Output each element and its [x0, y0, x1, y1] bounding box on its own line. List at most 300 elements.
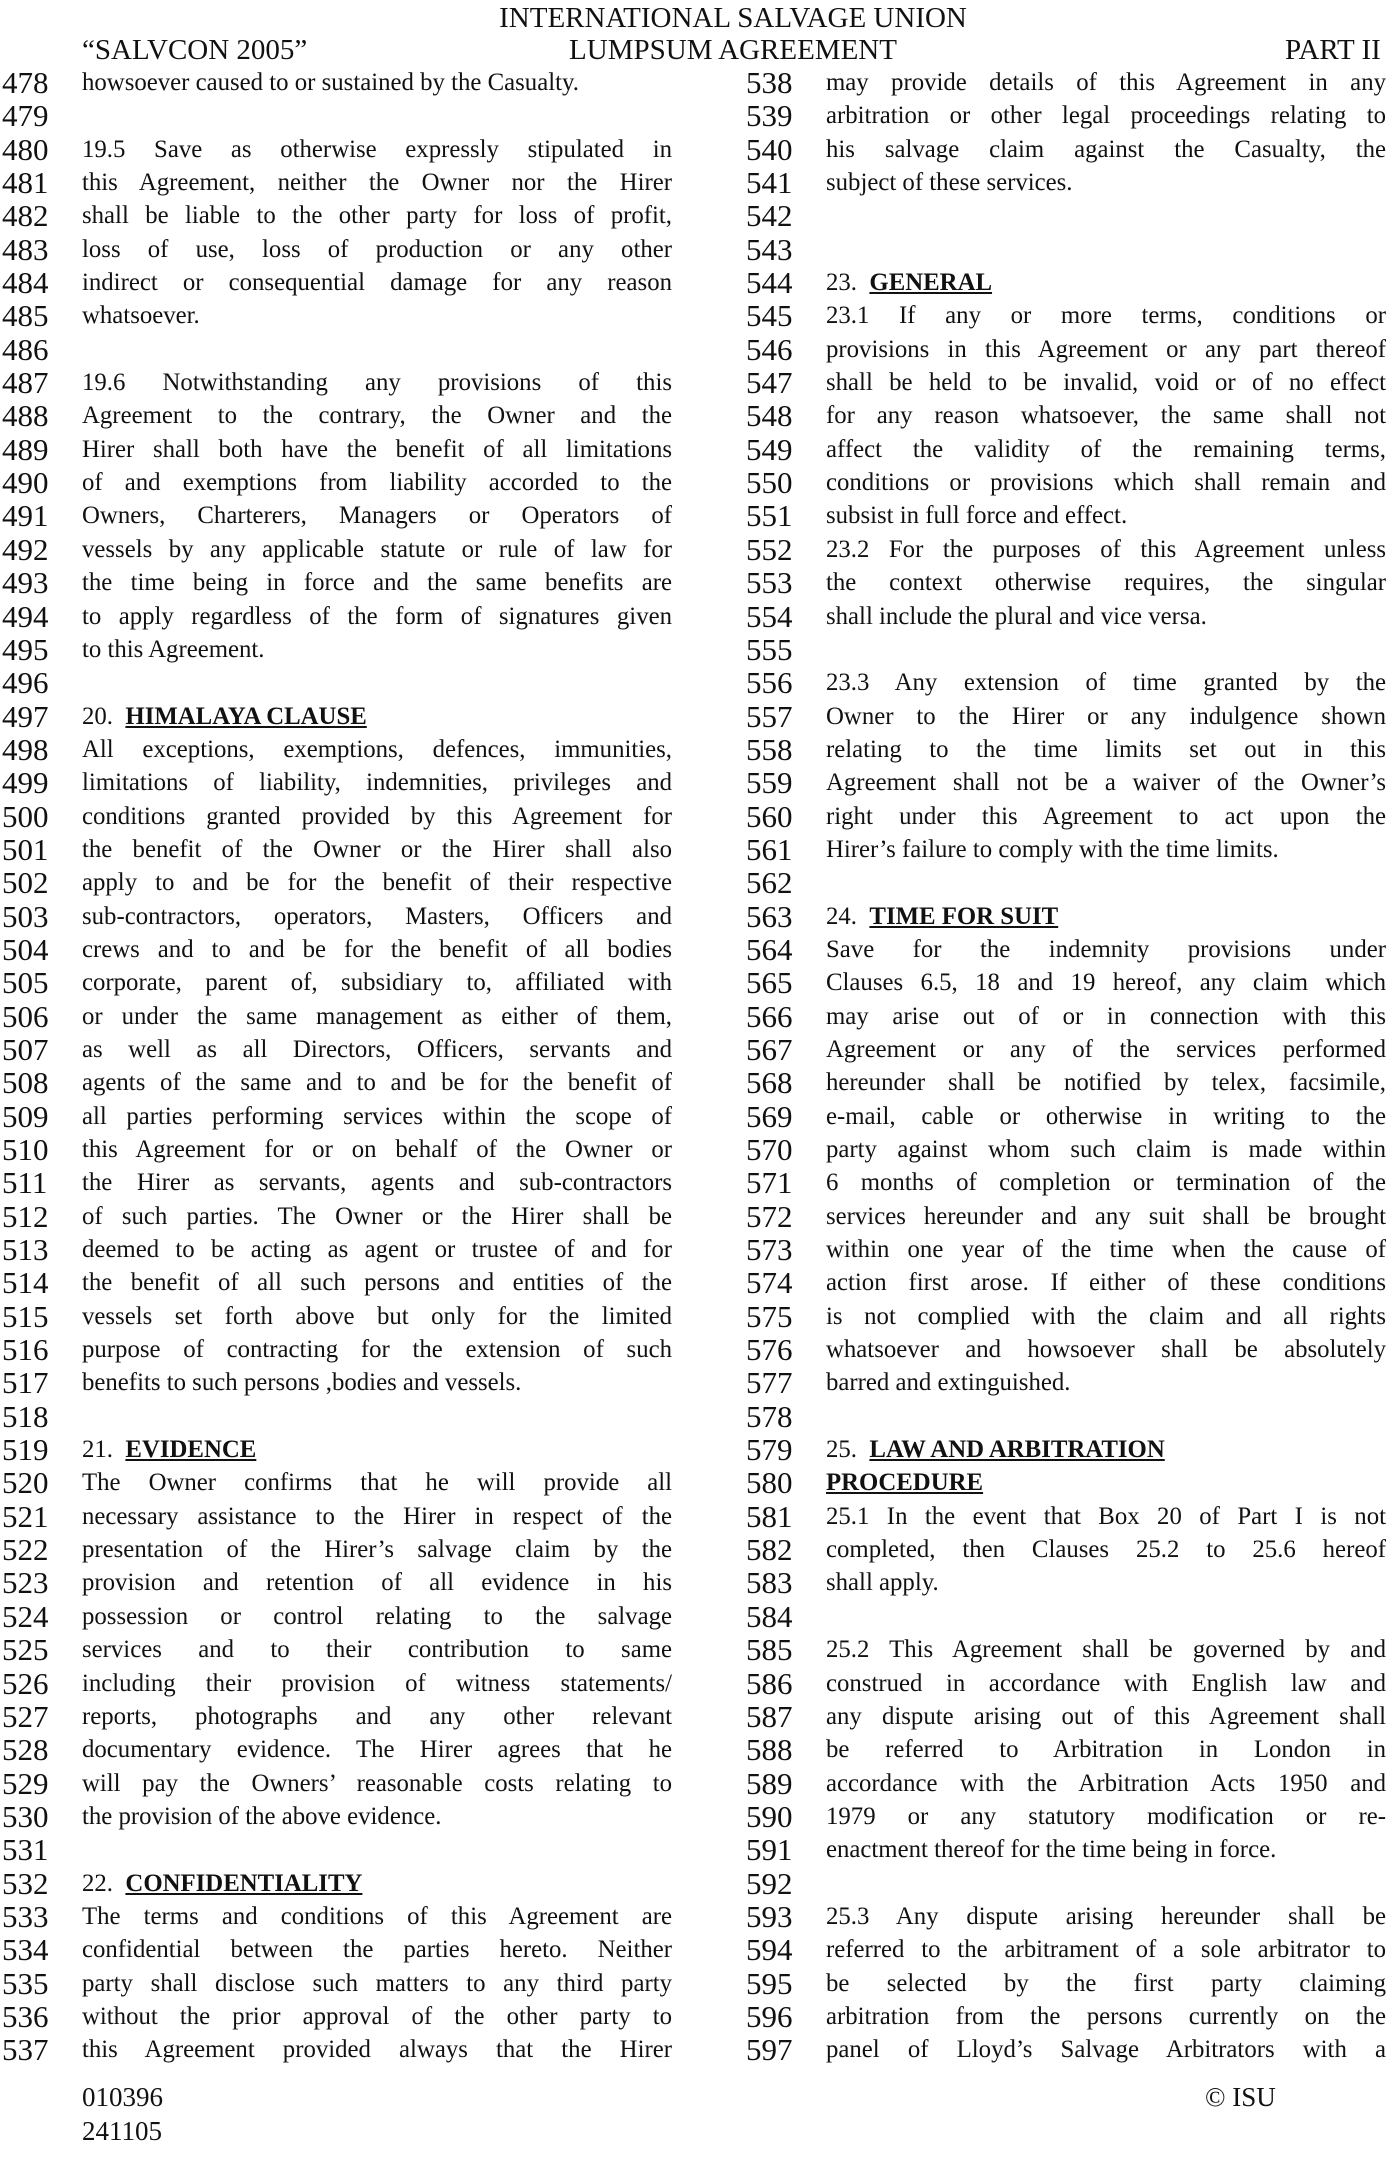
line-number: 559 — [746, 765, 793, 801]
line-text: Agreement or any of the services performed — [826, 1035, 1386, 1063]
section-heading: LAW AND ARBITRATION — [869, 1436, 1165, 1464]
line-number: 521 — [2, 1498, 49, 1534]
line-number: 542 — [746, 198, 793, 234]
line-text: conditions granted provided by this Agreement for — [82, 802, 672, 830]
text-line — [2, 598, 672, 634]
section-number: 21. — [82, 1436, 113, 1464]
line-text: Hirer’s failure to comply with the time limits. — [826, 835, 1279, 863]
line-text: services hereunder and any suit shall be brought — [826, 1202, 1386, 1230]
line-number: 509 — [2, 1098, 49, 1134]
line-number: 507 — [2, 1031, 49, 1067]
text-line — [2, 1665, 672, 1701]
line-number: 517 — [2, 1365, 49, 1401]
text-line — [2, 1134, 672, 1167]
line-number: 571 — [746, 1165, 793, 1201]
line-text: within one year of the time when the cause of — [826, 1236, 1386, 1264]
text-line — [746, 967, 1386, 1000]
line-text: arbitration from the persons currently on the — [826, 2002, 1386, 2030]
text-line — [2, 231, 672, 267]
line-number: 489 — [2, 431, 49, 467]
text-line — [2, 400, 672, 433]
line-text: of such parties. The Owner or the Hirer shall be — [82, 1202, 672, 1230]
text-line — [2, 1434, 672, 1467]
text-line — [2, 567, 672, 600]
section-heading-line — [826, 1434, 1386, 1466]
text-line — [746, 231, 1386, 267]
line-number: 518 — [2, 1398, 49, 1434]
line-text: this Agreement for or on behalf of the Owner or — [82, 1136, 672, 1163]
line-text: without the prior approval of the other party to — [82, 2002, 672, 2030]
text-line — [746, 431, 1386, 467]
line-text: apply to and be for the benefit of their respective — [82, 869, 672, 897]
line-number: 595 — [746, 1965, 793, 2001]
line-number: 597 — [746, 2032, 793, 2068]
line-text: panel of Lloyd’s Salvage Arbitrators with a — [826, 2036, 1386, 2064]
text-line — [746, 1467, 1386, 1500]
line-number: 544 — [746, 265, 793, 301]
line-text: Owner to the Hirer or any indulgence shown — [826, 702, 1386, 730]
text-line — [746, 698, 1386, 734]
line-text: the benefit of all such persons and entities of the — [82, 1269, 672, 1297]
line-number: 555 — [746, 631, 793, 667]
text-line — [2, 2034, 672, 2067]
line-text: party shall disclose such matters to any third party — [82, 1969, 672, 1997]
line-text: of and exemptions from liability accorded to the — [82, 469, 672, 497]
line-text: this Agreement, neither the Owner nor the Hirer — [82, 169, 672, 197]
line-number: 572 — [746, 1198, 793, 1234]
line-number: 513 — [2, 1232, 49, 1268]
line-text: agents of the same and to and be for the benefit of — [82, 1069, 672, 1097]
line-number: 565 — [746, 965, 793, 1001]
line-text: this Agreement provided always that the Hirer — [82, 2036, 672, 2064]
text-line — [2, 667, 672, 700]
part-label: PART II — [1285, 34, 1381, 66]
line-number: 525 — [2, 1632, 49, 1668]
line-number: 539 — [746, 98, 793, 134]
line-number: 566 — [746, 998, 793, 1034]
line-text: all parties performing services within the scope of — [82, 1102, 672, 1130]
section-number: 22. — [82, 1869, 113, 1897]
section-heading-line — [826, 267, 1386, 299]
line-number: 561 — [746, 831, 793, 867]
text-line — [746, 131, 1386, 167]
line-number: 537 — [2, 2032, 49, 2068]
line-text: construed in accordance with English law and — [826, 1669, 1386, 1697]
line-text: whatsoever and howsoever shall be absolutely — [826, 1336, 1386, 1364]
line-number: 556 — [746, 665, 793, 701]
line-number: 591 — [746, 1832, 793, 1868]
text-line — [746, 1634, 1386, 1667]
line-number: 514 — [2, 1265, 49, 1301]
right-text-column — [746, 67, 1386, 2068]
text-line — [2, 500, 672, 533]
line-number: 590 — [746, 1798, 793, 1834]
line-text: Owners, Charterers, Managers or Operators of — [82, 502, 672, 530]
line-text: confidential between the parties hereto. Neither — [82, 1936, 672, 1964]
line-text: including their provision of witness statements/ — [82, 1669, 672, 1697]
line-text: whatsoever. — [82, 302, 200, 330]
line-text: subject of these services. — [826, 169, 1073, 197]
text-line — [2, 367, 672, 400]
text-line — [2, 967, 672, 1000]
agreement-title: LUMPSUM AGREEMENT — [569, 34, 897, 66]
line-number: 500 — [2, 798, 49, 834]
line-number: 515 — [2, 1298, 49, 1334]
text-line — [2, 200, 672, 233]
line-number: 563 — [746, 898, 793, 934]
line-number: 577 — [746, 1365, 793, 1401]
text-line — [2, 1567, 672, 1600]
line-number: 531 — [2, 1832, 49, 1868]
line-text: possession or control relating to the salvage — [82, 1602, 672, 1630]
line-number: 529 — [2, 1765, 49, 1801]
line-number: 586 — [746, 1665, 793, 1701]
section-number: 23. — [826, 269, 857, 297]
text-line — [2, 331, 672, 367]
section-heading: HIMALAYA CLAUSE — [125, 702, 367, 730]
line-text: howsoever caused to or sustained by the Casualty. — [82, 69, 579, 96]
text-line — [2, 1098, 672, 1134]
line-text: hereunder shall be notified by telex, facsimile, — [826, 1069, 1386, 1097]
line-number: 584 — [746, 1598, 793, 1634]
line-number: 594 — [746, 1932, 793, 1968]
text-line — [746, 631, 1386, 667]
line-text: the Hirer as servants, agents and sub-contractors — [82, 1169, 672, 1197]
text-line — [2, 1998, 672, 2034]
text-line — [2, 998, 672, 1034]
section-heading-line — [82, 1868, 672, 1900]
line-text: accordance with the Arbitration Acts 1950 and — [826, 1769, 1386, 1797]
line-number: 580 — [746, 1465, 793, 1501]
line-text: for any reason whatsoever, the same shall not — [826, 402, 1386, 430]
text-line — [2, 100, 672, 133]
line-text: right under this Agreement to act upon the — [826, 802, 1386, 830]
section-heading-line — [826, 1467, 1386, 1499]
line-number: 587 — [746, 1698, 793, 1734]
line-number: 541 — [746, 165, 793, 201]
text-line — [746, 1898, 1386, 1934]
line-number: 510 — [2, 1132, 49, 1167]
text-line — [746, 1834, 1386, 1867]
line-number: 560 — [746, 798, 793, 834]
footer-code-2: 241105 — [82, 2116, 162, 2146]
text-line — [746, 67, 1386, 100]
text-line — [2, 831, 672, 867]
line-text: conditions or provisions which shall remain and — [826, 469, 1386, 497]
line-number: 574 — [746, 1265, 793, 1301]
line-number: 576 — [746, 1332, 793, 1368]
text-line — [746, 1665, 1386, 1701]
text-line — [2, 1167, 672, 1200]
line-number: 535 — [2, 1965, 49, 2001]
line-number: 488 — [2, 398, 49, 434]
line-number: 552 — [746, 531, 793, 567]
line-number: 567 — [746, 1031, 793, 1067]
text-line — [746, 1765, 1386, 1801]
line-number: 536 — [2, 1998, 49, 2034]
text-line — [746, 1267, 1386, 1300]
text-line — [2, 898, 672, 934]
line-text: shall include the plural and vice versa. — [826, 602, 1207, 630]
line-text: party against whom such claim is made within — [826, 1136, 1386, 1163]
line-number: 583 — [746, 1565, 793, 1601]
line-text: be selected by the first party claiming — [826, 1969, 1386, 1997]
text-line — [746, 1598, 1386, 1634]
line-number: 548 — [746, 398, 793, 434]
line-text: Agreement to the contrary, the Owner and the — [82, 402, 672, 430]
line-text: services and to their contribution to same — [82, 1636, 672, 1664]
line-text: Clauses 6.5, 18 and 19 hereof, any claim which — [826, 969, 1386, 997]
line-text: may arise out of or in connection with this — [826, 1002, 1386, 1030]
line-number: 553 — [746, 565, 793, 601]
line-number: 573 — [746, 1232, 793, 1268]
line-text: shall be held to be invalid, void or of no effect — [826, 369, 1386, 397]
text-line — [2, 867, 672, 900]
line-text: 23.2 For the purposes of this Agreement unless — [826, 535, 1386, 563]
text-line — [746, 1498, 1386, 1534]
section-number: 20. — [82, 702, 113, 730]
text-line — [2, 531, 672, 567]
line-text: to this Agreement. — [82, 635, 265, 663]
line-number: 494 — [2, 598, 49, 634]
line-number: 575 — [746, 1298, 793, 1334]
text-line — [2, 1598, 672, 1634]
text-line — [746, 1734, 1386, 1767]
line-number: 487 — [2, 365, 49, 401]
text-line — [2, 1734, 672, 1767]
text-line — [2, 67, 672, 100]
line-number: 534 — [2, 1932, 49, 1968]
section-heading-line — [82, 701, 672, 733]
line-text: presentation of the Hirer’s salvage claim by the — [82, 1536, 672, 1564]
text-line — [746, 267, 1386, 300]
text-line — [2, 1234, 672, 1267]
line-text: action first arose. If either of these conditions — [826, 1269, 1386, 1297]
text-line — [2, 1267, 672, 1300]
text-line — [746, 1798, 1386, 1834]
line-text: 25.2 This Agreement shall be governed by and — [826, 1636, 1386, 1664]
text-line — [2, 1067, 672, 1100]
line-number: 569 — [746, 1098, 793, 1134]
section-heading: PROCEDURE — [826, 1469, 984, 1497]
line-number: 491 — [2, 498, 49, 534]
text-line — [2, 1834, 672, 1867]
line-number: 490 — [2, 465, 49, 501]
text-line — [2, 300, 672, 333]
line-text: provisions in this Agreement or any part thereof — [826, 335, 1386, 363]
line-text: arbitration or other legal proceedings relating to — [826, 102, 1386, 130]
line-text: necessary assistance to the Hirer in respect of the — [82, 1502, 672, 1530]
line-number: 479 — [2, 98, 49, 134]
text-line — [746, 567, 1386, 600]
line-text: indirect or consequential damage for any reason — [82, 269, 672, 297]
line-text: relating to the time limits set out in this — [826, 735, 1386, 763]
text-line — [2, 931, 672, 967]
line-text: the benefit of the Owner or the Hirer shall also — [82, 835, 672, 863]
text-line — [2, 1865, 672, 1901]
text-line — [746, 1067, 1386, 1100]
line-text: or under the same management as either of them, — [82, 1002, 672, 1030]
text-line — [2, 1798, 672, 1834]
text-line — [2, 431, 672, 467]
line-number: 568 — [746, 1065, 793, 1101]
line-number: 484 — [2, 265, 49, 301]
left-text-column — [2, 67, 672, 2068]
line-number: 582 — [746, 1532, 793, 1568]
line-number: 554 — [746, 598, 793, 634]
line-text: The terms and conditions of this Agreement are — [82, 1902, 672, 1930]
line-text: subsist in full force and effect. — [826, 502, 1128, 530]
line-number: 523 — [2, 1565, 49, 1601]
line-text: 6 months of completion or termination of the — [826, 1169, 1386, 1197]
text-line — [2, 1634, 672, 1667]
section-heading: EVIDENCE — [125, 1436, 257, 1464]
text-line — [746, 100, 1386, 133]
line-number: 499 — [2, 765, 49, 801]
text-line — [2, 1367, 672, 1400]
form-name: “SALVCON 2005” — [82, 34, 308, 66]
text-line — [746, 1434, 1386, 1467]
line-number: 550 — [746, 465, 793, 501]
line-text: 19.5 Save as otherwise expressly stipulated in — [82, 135, 672, 163]
line-text: limitations of liability, indemnities, privileges and — [82, 769, 672, 797]
text-line — [746, 367, 1386, 400]
line-text: 25.3 Any dispute arising hereunder shall be — [826, 1902, 1386, 1930]
line-number: 502 — [2, 865, 49, 901]
text-line — [2, 1934, 672, 1967]
text-line — [746, 798, 1386, 834]
text-line — [746, 1234, 1386, 1267]
text-line — [2, 1765, 672, 1801]
text-line — [2, 267, 672, 300]
line-number: 480 — [2, 131, 49, 167]
line-number: 545 — [746, 298, 793, 334]
line-number: 482 — [2, 198, 49, 234]
line-number: 546 — [746, 331, 793, 367]
section-heading: TIME FOR SUIT — [869, 902, 1059, 930]
line-number: 543 — [746, 231, 793, 267]
line-number: 528 — [2, 1732, 49, 1768]
text-line — [746, 998, 1386, 1034]
line-number: 593 — [746, 1898, 793, 1934]
text-line — [746, 1965, 1386, 2001]
text-line — [746, 1934, 1386, 1967]
line-number: 533 — [2, 1898, 49, 1934]
line-number: 578 — [746, 1398, 793, 1434]
text-line — [2, 1031, 672, 1067]
line-number: 527 — [2, 1698, 49, 1734]
text-line — [746, 500, 1386, 533]
line-text: the time being in force and the same benefits are — [82, 569, 672, 597]
line-number: 570 — [746, 1132, 793, 1167]
line-number: 493 — [2, 565, 49, 601]
line-number: 483 — [2, 231, 49, 267]
text-line — [2, 1298, 672, 1334]
line-number: 596 — [746, 1998, 793, 2034]
line-number: 526 — [2, 1665, 49, 1701]
line-number: 506 — [2, 998, 49, 1034]
line-number: 564 — [746, 931, 793, 967]
text-line — [2, 1334, 672, 1367]
line-text: shall apply. — [826, 1569, 939, 1597]
text-line — [2, 1467, 672, 1500]
line-text: referred to the arbitrament of a sole arbitrator to — [826, 1936, 1386, 1964]
line-text: corporate, parent of, subsidiary to, affiliated with — [82, 969, 672, 997]
text-line — [746, 467, 1386, 500]
line-text: completed, then Clauses 25.2 to 25.6 hereof — [826, 1536, 1386, 1564]
text-line — [2, 631, 672, 667]
footer-code-1: 010396 — [82, 2082, 163, 2112]
line-number: 520 — [2, 1465, 49, 1501]
text-line — [2, 798, 672, 834]
line-number: 486 — [2, 331, 49, 367]
line-text: 23.1 If any or more terms, conditions or — [826, 302, 1386, 330]
line-text: documentary evidence. The Hirer agrees that he — [82, 1736, 672, 1764]
line-text: Save for the indemnity provisions under — [826, 935, 1386, 963]
line-text: The Owner confirms that he will provide all — [82, 1469, 672, 1497]
text-line — [2, 1698, 672, 1734]
text-line — [2, 698, 672, 734]
text-line — [2, 1898, 672, 1934]
text-line — [746, 1998, 1386, 2034]
text-line — [2, 467, 672, 500]
text-line — [2, 767, 672, 800]
text-line — [746, 1398, 1386, 1434]
line-number: 530 — [2, 1798, 49, 1834]
line-text: barred and extinguished. — [826, 1369, 1071, 1397]
text-line — [746, 731, 1386, 767]
line-number: 540 — [746, 131, 793, 167]
text-line — [746, 767, 1386, 800]
section-number: 24. — [826, 902, 857, 930]
text-line — [746, 1167, 1386, 1200]
text-line — [2, 1534, 672, 1567]
text-line — [746, 1298, 1386, 1334]
line-text: enactment thereof for the time being in force. — [826, 1836, 1277, 1864]
line-text: 19.6 Notwithstanding any provisions of this — [82, 369, 672, 397]
text-line — [746, 667, 1386, 700]
line-text: benefits to such persons ,bodies and vessels. — [82, 1369, 522, 1397]
text-line — [2, 167, 672, 200]
line-text: sub-contractors, operators, Masters, Officers and — [82, 902, 672, 930]
section-heading-line — [82, 1434, 672, 1466]
line-text: All exceptions, exemptions, defences, immunities, — [82, 735, 672, 763]
line-number: 579 — [746, 1432, 793, 1468]
line-text: the provision of the above evidence. — [82, 1802, 442, 1830]
line-number: 481 — [2, 165, 49, 201]
text-line — [746, 1134, 1386, 1167]
line-number: 505 — [2, 965, 49, 1001]
line-text: 25.1 In the event that Box 20 of Part I is not — [826, 1502, 1386, 1530]
line-number: 516 — [2, 1332, 49, 1368]
line-text: vessels set forth above but only for the limited — [82, 1302, 672, 1330]
line-text: affect the validity of the remaining terms, — [826, 435, 1386, 463]
line-text: his salvage claim against the Casualty, the — [826, 135, 1386, 163]
line-text: vessels by any applicable statute or rule of law for — [82, 535, 672, 563]
text-line — [746, 831, 1386, 867]
line-number: 501 — [2, 831, 49, 867]
line-number: 478 — [2, 65, 49, 100]
line-number: 581 — [746, 1498, 793, 1534]
text-line — [746, 2034, 1386, 2067]
section-heading: CONFIDENTIALITY — [125, 1869, 363, 1897]
line-number: 511 — [2, 1165, 48, 1201]
text-line — [2, 1398, 672, 1434]
line-number: 562 — [746, 865, 793, 901]
text-line — [746, 598, 1386, 634]
line-text: reports, photographs and any other relevant — [82, 1702, 672, 1730]
line-number: 592 — [746, 1865, 793, 1901]
